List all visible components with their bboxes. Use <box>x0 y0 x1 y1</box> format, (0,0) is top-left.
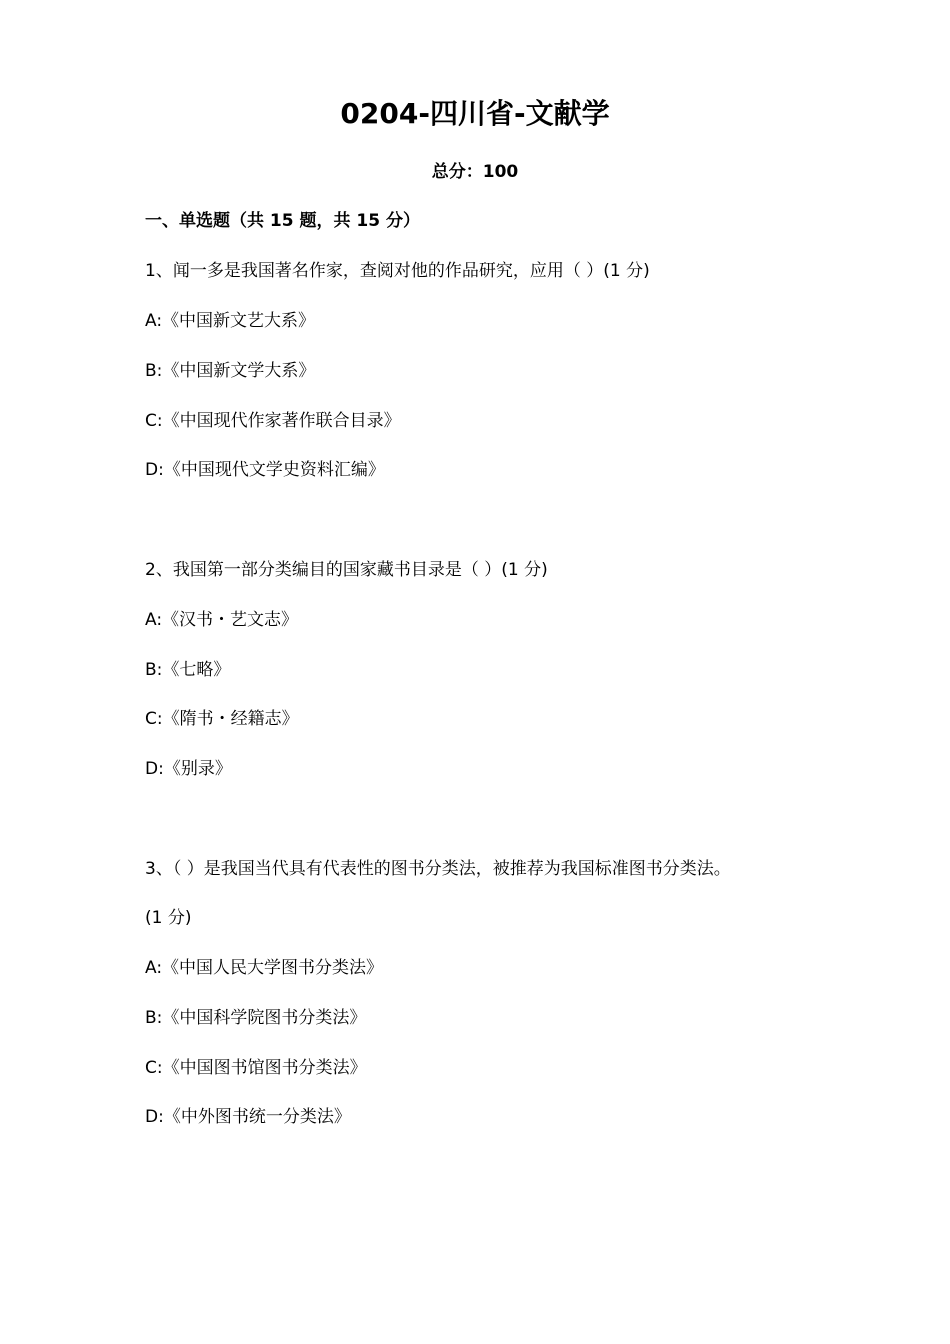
question-1-option-d: D:《中国现代文学史资料汇编》 <box>145 460 385 480</box>
question-2-stem: 2、我国第一部分类编目的国家藏书目录是（ ）(1 分) <box>145 560 548 580</box>
document-title: 0204-四川省-文献学 <box>340 97 610 130</box>
question-1-option-a: A:《中国新文艺大系》 <box>145 311 316 331</box>
question-3-option-a: A:《中国人民大学图书分类法》 <box>145 958 384 978</box>
question-1-option-c: C:《中国现代作家著作联合目录》 <box>145 411 401 431</box>
total-score: 总分：100 <box>431 162 519 182</box>
question-3-stem: 3、（ ）是我国当代具有代表性的图书分类法，被推荐为我国标准图书分类法。 <box>145 859 731 879</box>
question-2-option-b: B:《七略》 <box>145 660 231 680</box>
question-1-option-b: B:《中国新文学大系》 <box>145 361 316 381</box>
question-3-option-d: D:《中外图书统一分类法》 <box>145 1107 351 1127</box>
question-3-option-c: C:《中国图书馆图书分类法》 <box>145 1058 367 1078</box>
question-3-stem-continuation: (1 分) <box>145 908 192 928</box>
section-heading: 一、单选题（共 15 题，共 15 分） <box>145 211 420 231</box>
question-2-option-d: D:《别录》 <box>145 759 232 779</box>
question-1-stem: 1、闻一多是我国著名作家，查阅对他的作品研究，应用（ ）(1 分) <box>145 261 650 281</box>
question-3-option-b: B:《中国科学院图书分类法》 <box>145 1008 367 1028</box>
question-2-option-a: A:《汉书・艺文志》 <box>145 610 299 630</box>
question-2-option-c: C:《隋书・经籍志》 <box>145 709 299 729</box>
